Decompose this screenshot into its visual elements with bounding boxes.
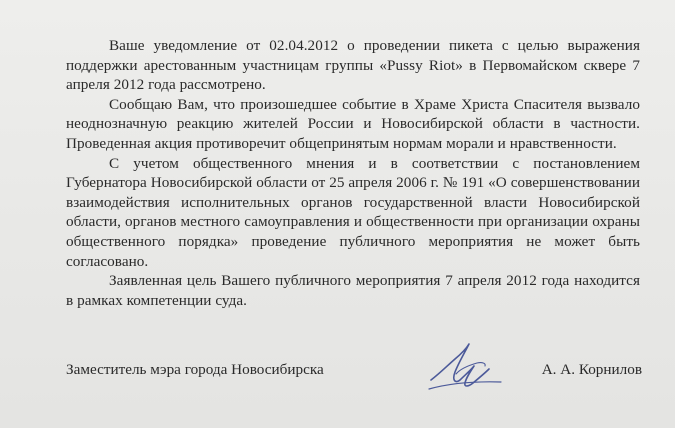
- paragraph-event: Сообщаю Вам, что произошедшее событие в Храме Христа Спасителя вызвало неоднозначную реакцию жителей России и Новосибирской области в частности. Проведенная акция противоречит общепринятым нормам морали и нравственности.: [66, 95, 640, 152]
- signature-block: [66, 360, 642, 382]
- paragraph-court: Заявленная цель Вашего публичного мероприятия 7 апреля 2012 года находится в рамках компетенции суда.: [66, 272, 640, 309]
- signer-title: Заместитель мэра города Новосибирска: [66, 361, 324, 378]
- signer-name: А. А. Корнилов: [541, 361, 642, 378]
- paragraph-notification: Ваше уведомление от 02.04.2012 о проведении пикета с целью выражения поддержки арестованным участницам группы «Pussy Riot» в Первомайском сквере 7 апреля 2012 года рассмотрено.: [66, 37, 640, 94]
- letter-body: [66, 36, 640, 310]
- paragraph-decision: С учетом общественного мнения и в соответствии с постановлением Губернатора Новосибирской области от 25 апреля 2006 г. № 191 «О совершенствовании взаимодействия исполнительных органов государственной власти Новосибирской области, органов местного самоуправления и общественности при организации охраны общественного порядка» проведение публичного мероприятия не может быть согласовано.: [66, 154, 640, 270]
